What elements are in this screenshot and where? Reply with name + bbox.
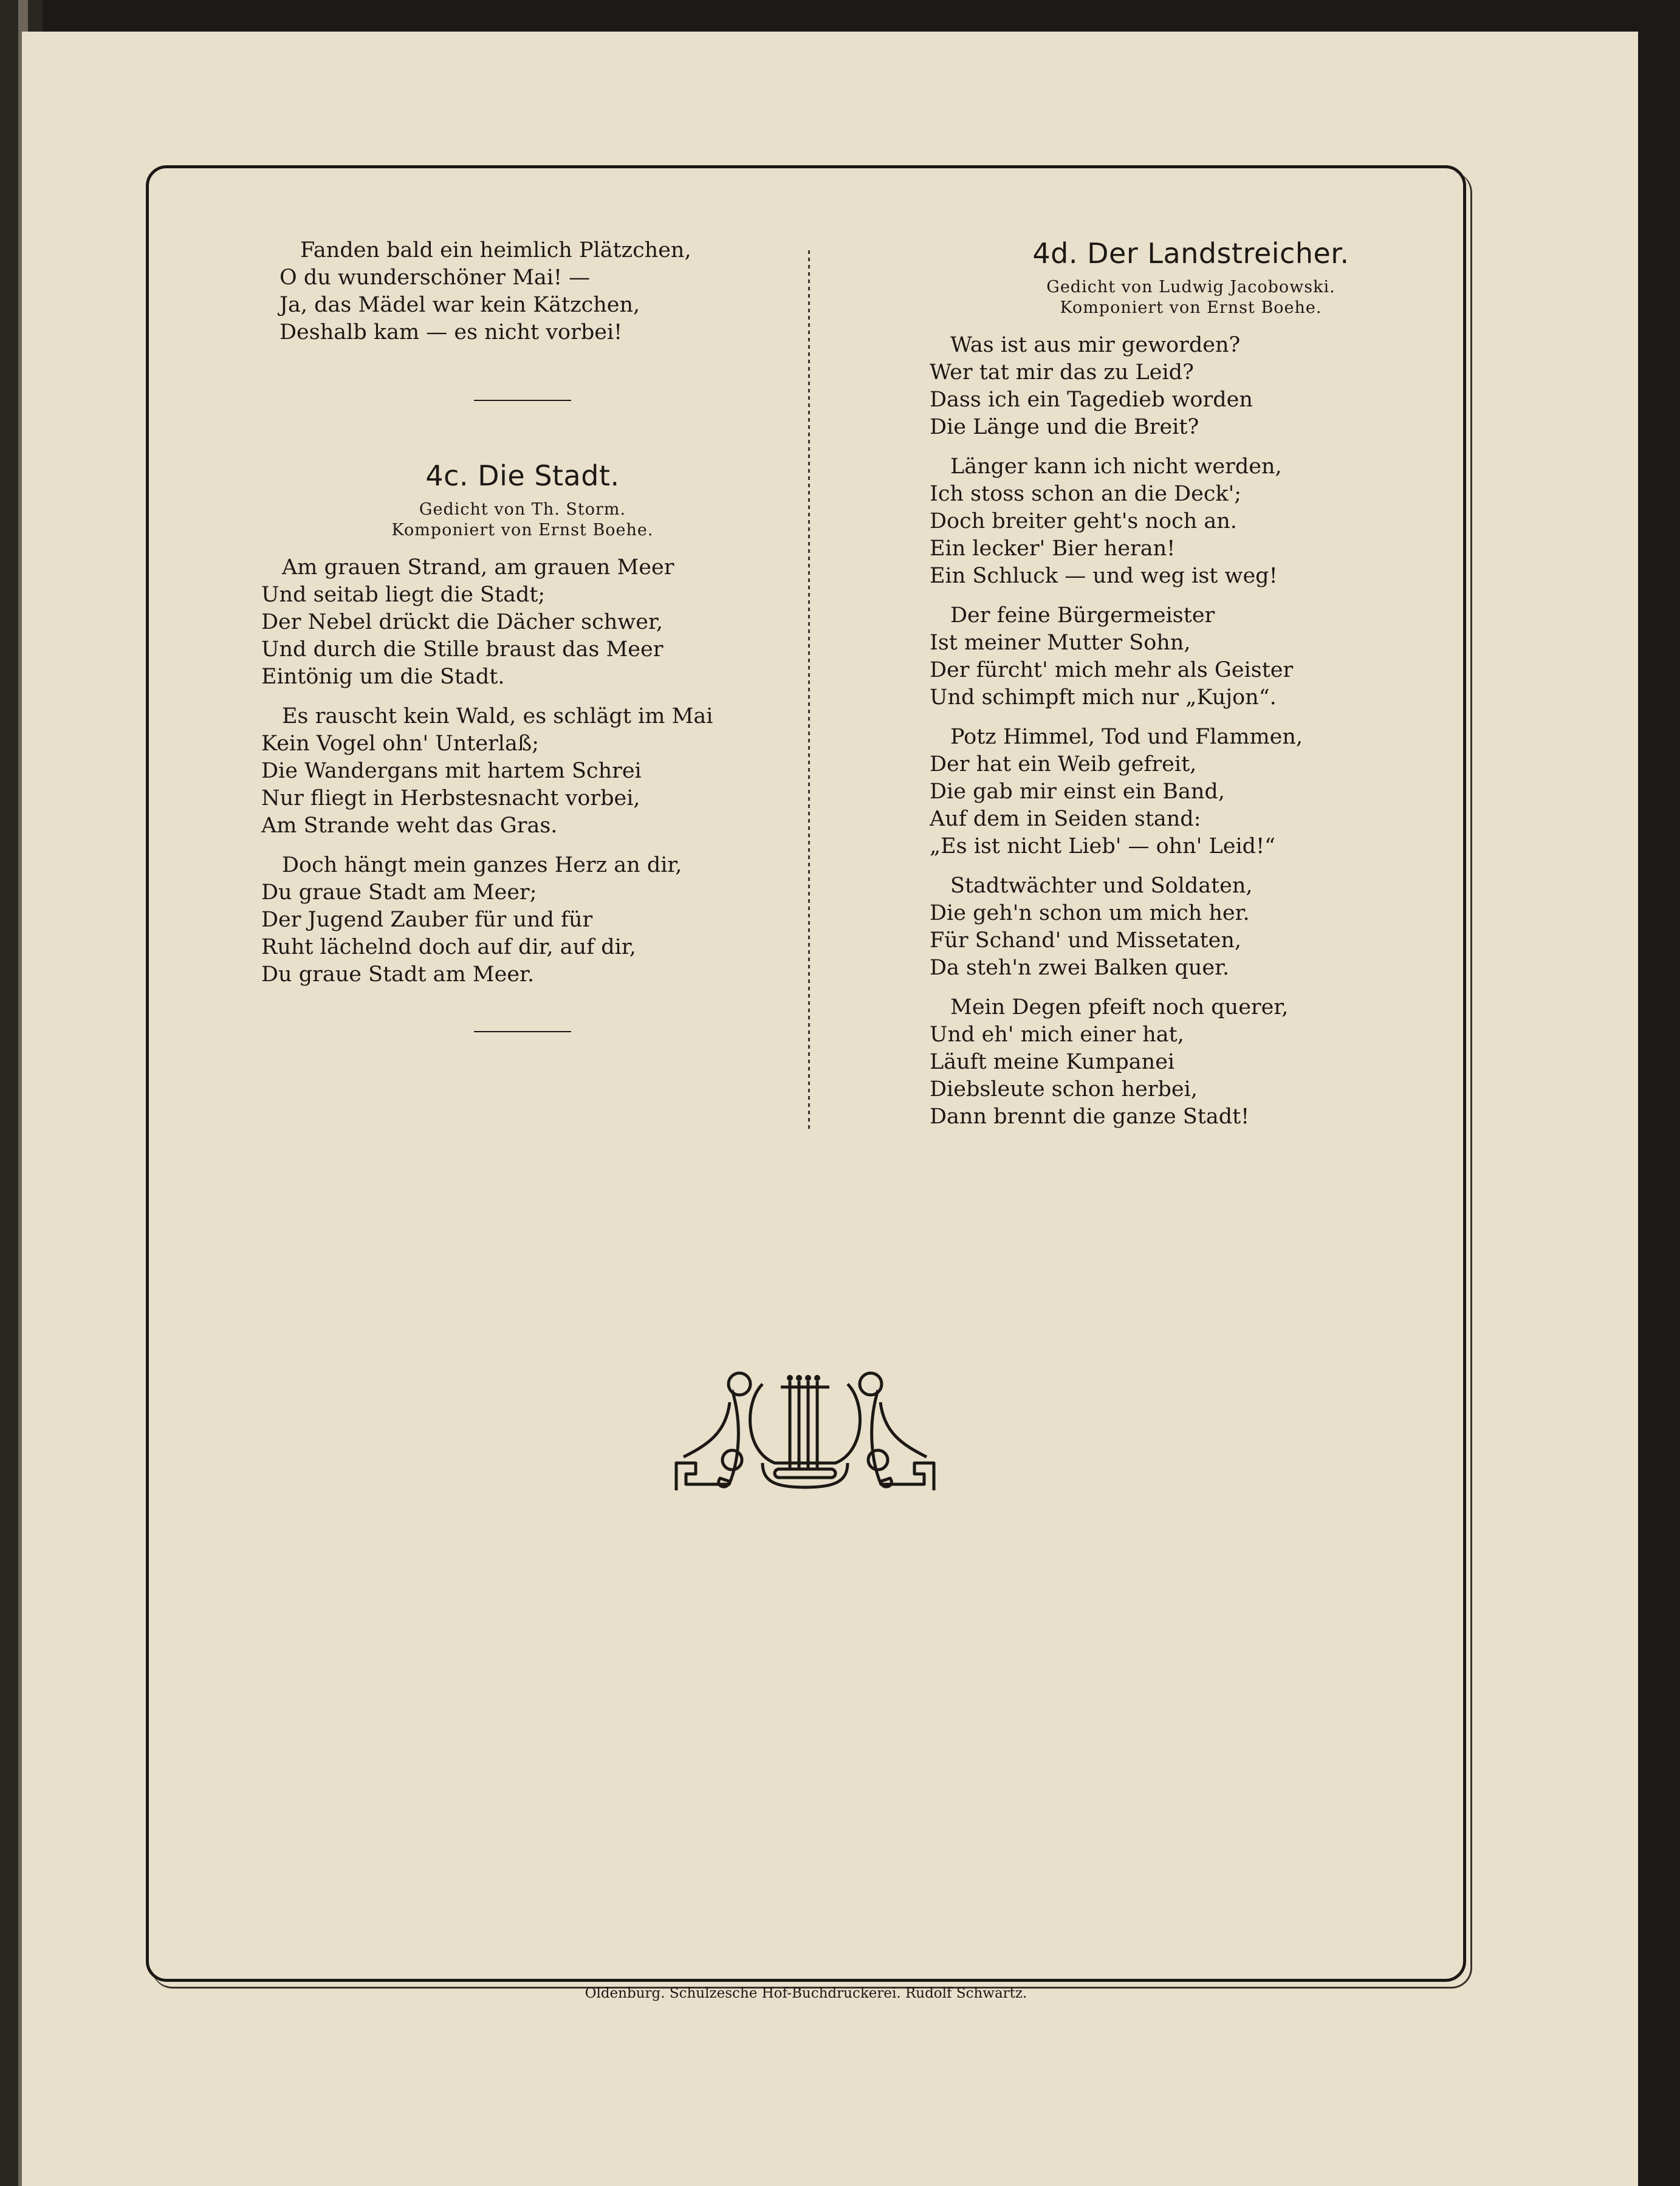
- stanza: [930, 724, 1452, 860]
- verse-line: Der hat ein Weib gefreit,: [930, 752, 1197, 776]
- verse-line: Am grauen Strand, am grauen Meer: [282, 555, 674, 580]
- poem-author-credit: Gedicht von Th. Storm.: [419, 500, 626, 519]
- printer-imprint: Oldenburg. Schulzesche Hof-Buchdruckerei. Rudolf Schwartz.: [585, 1986, 1027, 2001]
- top-stanza: [261, 237, 784, 346]
- poem-author-credit: Gedicht von Ludwig Jacobowski.: [1046, 278, 1335, 296]
- verse-line: Läuft meine Kumpanei: [930, 1050, 1175, 1074]
- column-divider: [806, 250, 812, 1130]
- verse-line: Dass ich ein Tagedieb worden: [930, 388, 1253, 412]
- verse-line: Stadtwächter und Soldaten,: [950, 874, 1253, 898]
- poem-composer-credit: Komponiert von Ernst Boehe.: [391, 521, 654, 540]
- verse-line: Der Nebel drückt die Dächer schwer,: [261, 610, 663, 634]
- verse-line: Du graue Stadt am Meer;: [261, 880, 537, 905]
- verse-line: Und eh' mich einer hat,: [930, 1023, 1184, 1047]
- verse-line: Kein Vogel ohn' Unterlaß;: [261, 732, 540, 756]
- verse-line: Ich stoss schon an die Deck';: [930, 482, 1242, 506]
- verse-line: Für Schand' und Missetaten,: [930, 928, 1242, 953]
- verse-line: Du graue Stadt am Meer.: [261, 962, 535, 987]
- poem-composer-credit: Komponiert von Ernst Boehe.: [1060, 298, 1322, 317]
- verse-line: Die gab mir einst ein Band,: [930, 779, 1225, 804]
- poem-title: 4d. Der Landstreicher.: [1032, 237, 1349, 270]
- lyre-ornament-icon: [671, 1360, 939, 1499]
- verse-line: Doch hängt mein ganzes Herz an dir,: [282, 853, 682, 877]
- verse-line: Ist meiner Mutter Sohn,: [930, 631, 1191, 655]
- verse-line: Mein Degen pfeift noch querer,: [950, 995, 1289, 1019]
- verse-line: Der Jugend Zauber für und für: [261, 908, 593, 932]
- stanza: [930, 872, 1452, 982]
- verse-line: „Es ist nicht Lieb' — ohn' Leid!“: [930, 834, 1276, 858]
- verse-line: Auf dem in Seiden stand:: [930, 807, 1201, 831]
- stanza: [261, 852, 784, 988]
- verse-line: Eintönig um die Stadt.: [261, 665, 505, 689]
- verse-line: Der fürcht' mich mehr als Geister: [930, 658, 1294, 682]
- stanza: [930, 332, 1452, 441]
- verse-line: Doch breiter geht's noch an.: [930, 509, 1237, 533]
- verse-line: Und seitab liegt die Stadt;: [261, 583, 546, 607]
- verse-line: Die Länge und die Breit?: [930, 415, 1199, 439]
- verse-line: O du wunderschöner Mai! —: [279, 266, 591, 290]
- verse-line: Und schimpft mich nur „Kujon“.: [930, 685, 1277, 710]
- verse-line: Fanden bald ein heimlich Plätzchen,: [300, 238, 691, 262]
- verse-line: Dann brennt die ganze Stadt!: [930, 1105, 1250, 1129]
- stanza: [930, 453, 1452, 590]
- stanza: [930, 602, 1452, 711]
- verse-line: Wer tat mir das zu Leid?: [930, 360, 1194, 385]
- verse-line: Ein lecker' Bier heran!: [930, 536, 1176, 561]
- verse-line: Was ist aus mir geworden?: [950, 333, 1241, 357]
- poem-title: 4c. Die Stadt.: [425, 459, 620, 492]
- verse-line: Ja, das Mädel war kein Kätzchen,: [279, 293, 640, 317]
- verse-line: Die Wandergans mit hartem Schrei: [261, 759, 642, 783]
- verse-line: Und durch die Stille braust das Meer: [261, 637, 663, 662]
- verse-line: Länger kann ich nicht werden,: [950, 454, 1282, 479]
- verse-line: Diebsleute schon herbei,: [930, 1077, 1198, 1102]
- verse-line: Es rauscht kein Wald, es schlägt im Mai: [282, 704, 713, 728]
- verse-line: Die geh'n schon um mich her.: [930, 901, 1250, 925]
- stanza: [930, 994, 1452, 1131]
- verse-line: Ruht lächelnd doch auf dir, auf dir,: [261, 935, 636, 959]
- right-column: [930, 237, 1452, 1143]
- verse-line: Potz Himmel, Tod und Flammen,: [950, 725, 1303, 749]
- stanza: [261, 703, 784, 840]
- verse-line: Der feine Bürgermeister: [950, 603, 1215, 628]
- verse-line: Nur fliegt in Herbstesnacht vorbei,: [261, 786, 640, 810]
- verse-line: Da steh'n zwei Balken quer.: [930, 956, 1230, 980]
- left-column: [261, 237, 784, 1032]
- poem-credits: [930, 277, 1452, 318]
- stanza: [261, 554, 784, 691]
- section-rule: [474, 1031, 571, 1032]
- verse-line: Deshalb kam — es nicht vorbei!: [279, 320, 623, 344]
- poem-credits: [261, 499, 784, 541]
- verse-line: Am Strande weht das Gras.: [261, 814, 558, 838]
- verse-line: Ein Schluck — und weg ist weg!: [930, 564, 1278, 588]
